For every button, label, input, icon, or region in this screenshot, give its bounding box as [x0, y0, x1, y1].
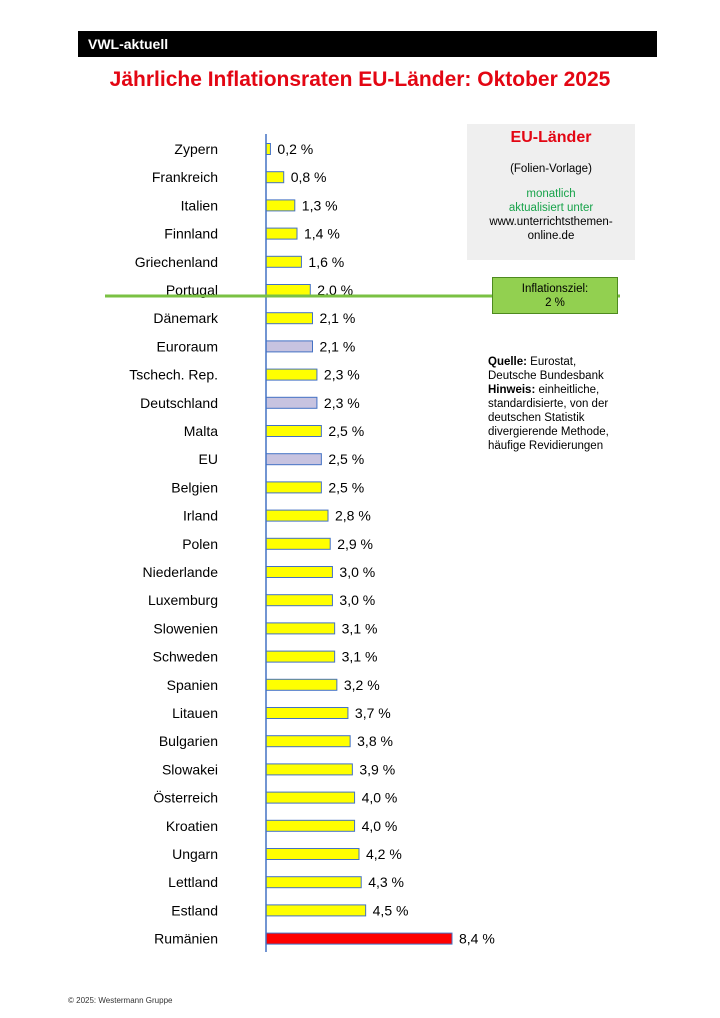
hint-text1: einheitliche,	[535, 384, 600, 396]
category-label: Schweden	[152, 648, 218, 665]
bar	[266, 172, 284, 183]
category-label: Frankreich	[151, 169, 218, 186]
value-label: 2,5 %	[328, 451, 365, 468]
value-label: 2,3 %	[323, 394, 360, 411]
value-label: 4,3 %	[368, 874, 405, 891]
info-title: EU-Länder	[510, 129, 592, 146]
bar	[266, 426, 321, 437]
value-label: 4,2 %	[366, 846, 402, 862]
info-subtitle: (Folien-Vorlage)	[510, 163, 592, 175]
value-label: 2,8 %	[335, 507, 371, 524]
category-label: Bulgarien	[158, 733, 218, 750]
info-note-line1: monatlich	[526, 188, 576, 200]
category-label: Lettland	[168, 874, 218, 891]
category-label: EU	[198, 451, 218, 468]
value-label: 3,9 %	[359, 761, 396, 778]
category-label: Spanien	[166, 676, 218, 693]
value-label: 1,4 %	[304, 225, 340, 242]
source-note	[488, 355, 668, 453]
bar	[266, 708, 348, 719]
category-label: Griechenland	[134, 253, 218, 270]
value-label: 3,1 %	[341, 648, 378, 665]
bar	[266, 228, 297, 239]
bar	[266, 285, 310, 296]
hint-text5: häufige Revidierungen	[488, 440, 604, 452]
hint-label: Hinweis:	[488, 384, 536, 396]
value-label: 2,3 %	[323, 366, 360, 383]
bar	[266, 510, 328, 521]
bar	[266, 933, 452, 944]
bar	[266, 820, 355, 831]
category-label: Kroatien	[165, 817, 218, 834]
category-label: Tschech. Rep.	[129, 366, 218, 383]
category-label: Estland	[171, 902, 218, 919]
source-text1: Eurostat,	[526, 356, 577, 368]
bar	[266, 369, 317, 380]
bar	[266, 200, 295, 211]
category-label: Portugal	[165, 282, 218, 298]
category-label: Zypern	[174, 141, 218, 157]
bar	[266, 341, 313, 352]
target-label-line2: 2 %	[545, 297, 565, 309]
bar	[266, 877, 361, 888]
category-label: Litauen	[172, 705, 218, 721]
bar	[266, 454, 321, 465]
value-label: 2,5 %	[328, 423, 365, 439]
value-label: 2,9 %	[337, 535, 374, 552]
value-label: 0,2 %	[277, 141, 314, 157]
info-note-line2: aktualisiert unter	[508, 202, 594, 214]
bar	[266, 397, 317, 408]
value-label: 3,0 %	[339, 592, 376, 609]
category-label: Malta	[183, 423, 218, 439]
info-box	[467, 124, 635, 260]
category-label: Dänemark	[153, 310, 218, 327]
footer-copyright: © 2025: Westermann Gruppe	[68, 996, 173, 1005]
header-label: VWL-aktuell	[88, 36, 169, 52]
category-label: Niederlande	[142, 564, 218, 580]
value-label: 4,0 %	[361, 817, 398, 834]
value-label: 8,4 %	[459, 930, 495, 947]
value-label: 3,2 %	[343, 676, 380, 693]
category-label: Slowenien	[153, 620, 218, 637]
target-label-line1: Inflationsziel:	[521, 283, 589, 295]
info-url-line1: www.unterrichtsthemen-	[489, 216, 613, 228]
bar	[266, 313, 313, 324]
category-label: Luxemburg	[147, 592, 218, 609]
bar	[266, 905, 366, 916]
value-label: 2,1 %	[319, 310, 356, 327]
info-note	[467, 187, 635, 215]
category-label: Irland	[182, 507, 218, 524]
value-label: 3,0 %	[339, 564, 376, 580]
value-label: 4,5 %	[372, 902, 409, 919]
bar	[266, 736, 350, 747]
bar	[266, 538, 330, 549]
bar	[266, 651, 335, 662]
info-url-line2: online.de	[527, 230, 575, 242]
bar	[266, 256, 301, 267]
source-label: Quelle:	[488, 356, 527, 368]
category-label: Italien	[180, 197, 218, 214]
bar	[266, 482, 321, 493]
value-label: 3,7 %	[354, 705, 391, 721]
value-label: 4,0 %	[361, 789, 398, 806]
value-label: 3,1 %	[341, 620, 378, 637]
hint-text2: standardisierte, von der	[488, 398, 609, 410]
bar	[266, 679, 337, 690]
info-url	[467, 215, 635, 243]
category-label: Finnland	[164, 225, 218, 242]
category-label: Deutschland	[140, 394, 218, 411]
bar	[266, 567, 332, 578]
category-label: Slowakei	[161, 761, 218, 778]
source-text2: Deutsche Bundesbank	[488, 370, 604, 382]
category-label: Österreich	[153, 789, 218, 806]
bar	[266, 764, 352, 775]
bar	[266, 595, 332, 606]
category-label: Rumänien	[154, 930, 218, 947]
value-label: 2,5 %	[328, 479, 365, 496]
value-label: 0,8 %	[290, 169, 327, 186]
hint-text3: deutschen Statistik	[488, 412, 585, 424]
chart-title: Jährliche Inflationsraten EU-Länder: Oktober 2025	[109, 68, 611, 91]
value-label: 2,0 %	[317, 282, 354, 298]
bar	[266, 792, 355, 803]
target-label-box	[492, 277, 618, 314]
value-label: 1,6 %	[308, 253, 345, 270]
category-label: Euroraum	[156, 338, 218, 355]
bar	[266, 849, 359, 860]
value-label: 3,8 %	[357, 733, 393, 750]
bar	[266, 623, 335, 634]
value-label: 2,1 %	[319, 338, 356, 355]
bars-layer	[129, 141, 495, 947]
hint-text4: divergierende Methode,	[488, 426, 609, 438]
category-label: Ungarn	[172, 846, 218, 862]
category-label: Belgien	[171, 479, 218, 496]
category-label: Polen	[182, 535, 218, 552]
value-label: 1,3 %	[301, 197, 338, 214]
